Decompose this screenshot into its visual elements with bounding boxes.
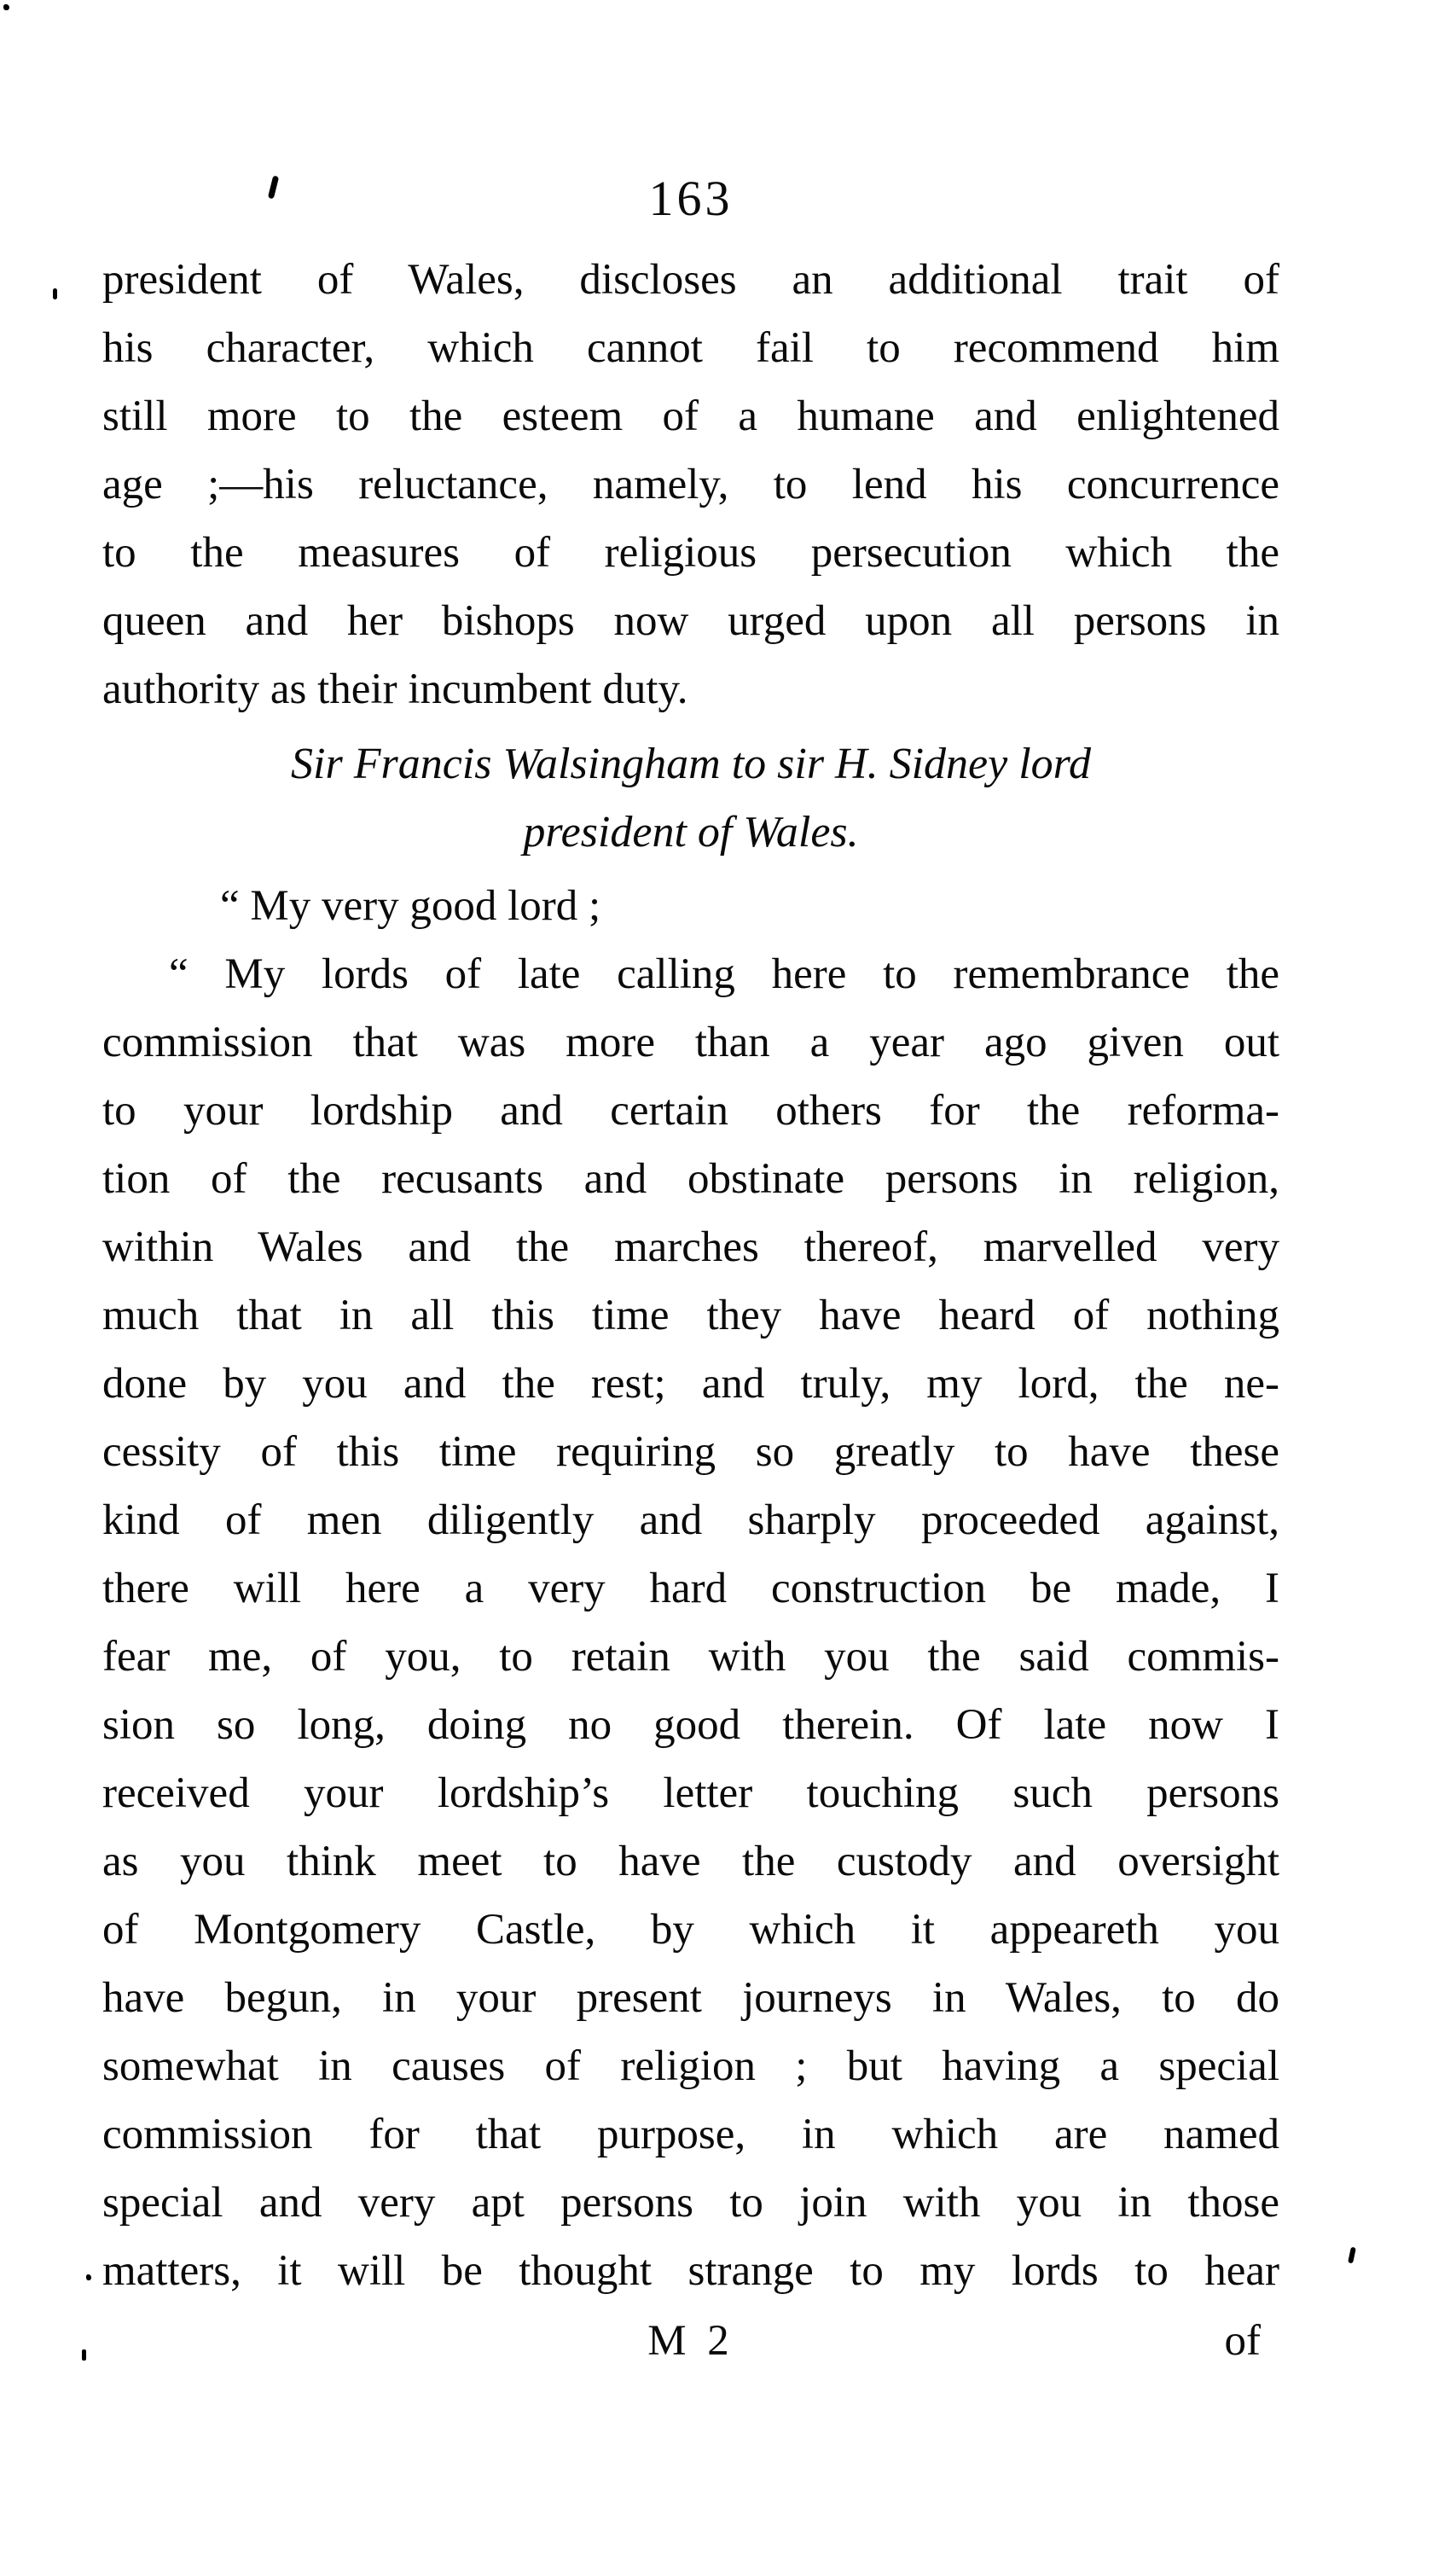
heading-line: Sir Francis Walsingham to sir H. Sidney lord <box>291 740 1091 788</box>
text-line: age ;—his reluctance, namely, to lend his concurrence <box>102 461 1279 508</box>
text-line: received your lordship’s letter touching such persons <box>102 1769 1279 1817</box>
text-line: cessity of this time requiring so greatly to have these <box>102 1428 1279 1476</box>
text-line: fear me, of you, to retain with you the said commis- <box>102 1633 1279 1681</box>
paragraph-2 <box>102 940 1279 2305</box>
ink-speck <box>53 288 57 299</box>
ink-speck <box>3 4 9 10</box>
ink-speck <box>1348 2247 1356 2264</box>
text-line: to your lordship and certain others for the reforma- <box>102 1087 1279 1135</box>
text-line: commission for that purpose, in which are named <box>102 2111 1279 2158</box>
text-line: his character, which cannot fail to recommend him <box>102 324 1279 372</box>
text-line: have begun, in your present journeys in Wales, to do <box>102 1974 1279 2022</box>
text-line: matters, it will be thought strange to my lords to hear <box>102 2247 1279 2295</box>
signature-mark: M 2 <box>647 2317 734 2365</box>
page-footer <box>102 2305 1279 2377</box>
text-line: authority as their incumbent duty. <box>102 665 688 713</box>
text-line: still more to the esteem of a humane and enlightened <box>102 392 1279 440</box>
text-line: of Montgomery Castle, by which it appeareth you <box>102 1906 1279 1954</box>
text-line: president of Wales, discloses an additional trait of <box>102 256 1279 304</box>
text-line: tion of the recusants and obstinate persons in religion, <box>102 1155 1279 1203</box>
text-line: within Wales and the marches thereof, marvelled very <box>102 1223 1279 1271</box>
heading-line: president of Wales. <box>523 808 859 857</box>
ink-speck <box>82 2349 86 2361</box>
text-line: commission that was more than a year ago given out <box>102 1019 1279 1066</box>
text-line: there will here a very hard construction be made, I <box>102 1565 1279 1612</box>
text-line: sion so long, doing no good therein. Of late now I <box>102 1701 1279 1749</box>
salutation: “ My very good lord ; <box>220 882 601 930</box>
text-line: much that in all this time they have heard of nothing <box>102 1292 1279 1339</box>
text-line: somewhat in causes of religion ; but having a special <box>102 2042 1279 2090</box>
text-line: special and very apt persons to join with you in those <box>102 2179 1279 2227</box>
letter-heading <box>102 730 1279 867</box>
text-line: “ My lords of late calling here to remembrance the <box>169 950 1279 998</box>
ink-speck <box>86 2274 91 2280</box>
paragraph-1 <box>102 246 1279 723</box>
page-number: 163 <box>648 171 734 226</box>
text-line: as you think meet to have the custody and oversight <box>102 1838 1279 1885</box>
text-line: to the measures of religious persecution which the <box>102 529 1279 577</box>
catchword: of <box>1224 2317 1261 2365</box>
text-line: done by you and the rest; and truly, my lord, the ne- <box>102 1360 1279 1408</box>
text-line: kind of men diligently and sharply proceeded against, <box>102 1496 1279 1544</box>
text-line: queen and her bishops now urged upon all persons in <box>102 597 1279 645</box>
